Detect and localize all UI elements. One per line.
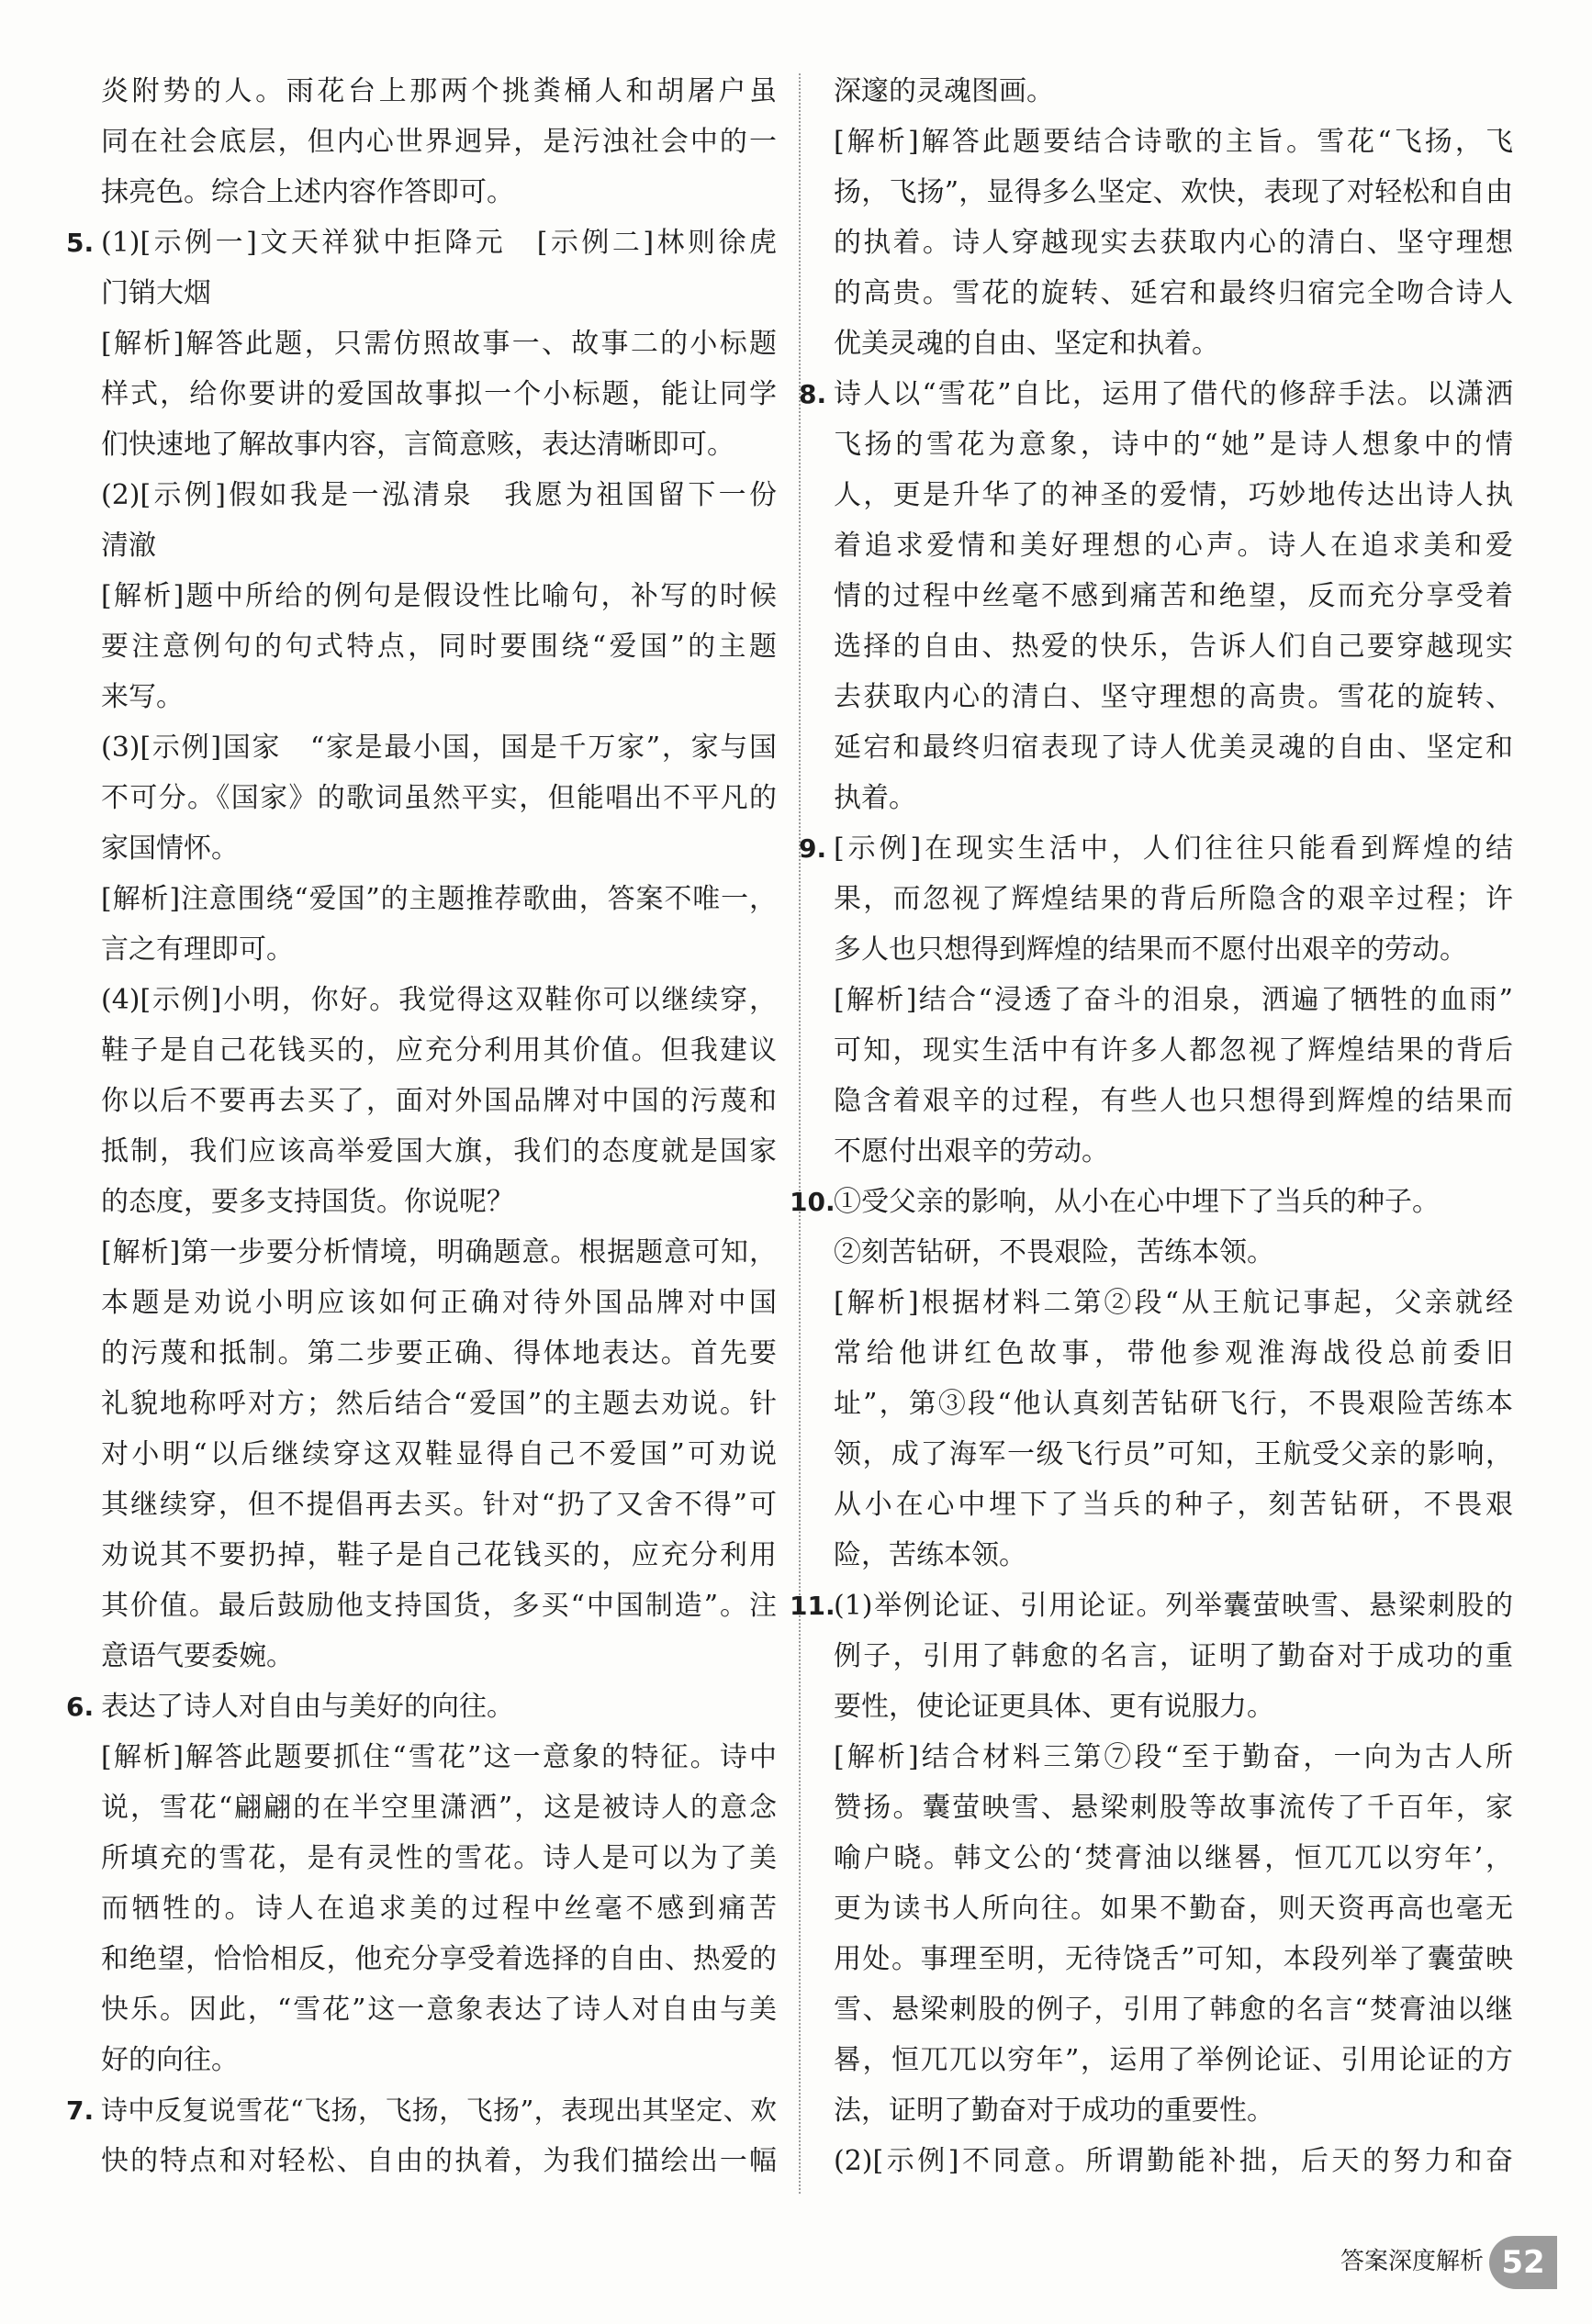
- text-line: [834, 1328, 1513, 1379]
- text-line: [101, 722, 777, 773]
- line-text: ①受父亲的影响，从小在心中埋下了当兵的种子。: [834, 1186, 1440, 1218]
- text-line: [834, 117, 1513, 167]
- text-line: [834, 1833, 1513, 1883]
- line-text: [解析]解答此题，只需仿照故事一、故事二的小标题: [101, 328, 777, 360]
- line-text: 延宕和最终归宿表现了诗人优美灵魂的自由、坚定和: [834, 732, 1513, 764]
- line-text: 要性，使论证更具体、更有说服力。: [834, 1691, 1274, 1723]
- line-text: 可知，现实生活中有许多人都忽视了辉煌结果的背后: [834, 1034, 1513, 1067]
- line-text: 你以后不要再去买了，面对外国品牌对中国的污蔑和: [101, 1085, 777, 1117]
- left-column: [66, 66, 777, 2186]
- text-line: [834, 1984, 1513, 2035]
- line-text: [解析]解答此题要抓住“雪花”这一意象的特征。诗中: [101, 1741, 777, 1773]
- line-text: 常给他讲红色故事，带他参观淮海战役总前委旧: [834, 1337, 1513, 1369]
- text-line: [834, 722, 1513, 773]
- text-line: [101, 975, 777, 1025]
- line-text: 意语气要委婉。: [101, 1640, 294, 1672]
- line-text: 情的过程中丝毫不感到痛苦和绝望，反而充分享受着: [834, 580, 1513, 612]
- question-number: 5.: [66, 228, 95, 258]
- text-line: [101, 2035, 777, 2085]
- line-text: 快乐。因此，“雪花”这一意象表达了诗人对自由与美: [101, 1994, 777, 2026]
- line-text: 隐含着艰辛的过程，有些人也只想得到辉煌的结果而: [834, 1085, 1513, 1117]
- text-line: [66, 1682, 777, 1732]
- line-text: 选择的自由、热爱的快乐，告诉人们自己要穿越现实: [834, 631, 1513, 663]
- line-text: 从小在心中埋下了当兵的种子，刻苦钻研，不畏艰: [834, 1489, 1513, 1521]
- line-text: (4)[示例]小明，你好。我觉得这双鞋你可以继续穿，: [101, 984, 777, 1016]
- line-text: 址”，第③段“他认真刻苦钻研飞行，不畏艰险苦练本: [834, 1388, 1513, 1420]
- line-text: 晷，恒兀兀以穷年”，运用了举例论证、引用论证的方: [834, 2044, 1513, 2076]
- question-number: 8.: [799, 379, 827, 409]
- line-text: 不愿付出艰辛的劳动。: [834, 1135, 1109, 1168]
- text-line: [101, 66, 777, 117]
- line-text: 用处。事理至明，无待饶舌”可知，本段列举了囊萤映: [834, 1943, 1513, 1975]
- text-line: [834, 66, 1513, 117]
- line-text: 去获取内心的清白、坚守理想的高贵。雪花的旋转、: [834, 681, 1513, 713]
- line-text: 险，苦练本领。: [834, 1539, 1026, 1571]
- line-text: [解析]注意围绕“爱国”的主题推荐歌曲，答案不唯一，: [101, 883, 777, 915]
- line-text: (3)[示例]国家 “家是最小国，国是千万家”，家与国: [101, 732, 777, 764]
- text-line: [101, 773, 777, 823]
- question-number: 10.: [790, 1187, 835, 1217]
- line-text: 其继续穿，但不提倡再去买。针对“扔了又舍不得”可: [101, 1489, 777, 1521]
- line-text: 飞扬的雪花为意象，诗中的“她”是诗人想象中的情: [834, 429, 1513, 461]
- text-line: [101, 1278, 777, 1328]
- text-line: [834, 1530, 1513, 1581]
- text-line: [101, 1782, 777, 1833]
- line-text: [解析]结合“浸透了奋斗的泪泉，洒遍了牺牲的血雨”: [834, 984, 1513, 1016]
- text-line: [101, 520, 777, 571]
- line-text: 诗中反复说雪花“飞扬，飞扬，飞扬”，表现出其坚定、欢: [101, 2095, 777, 2126]
- text-line: [101, 1833, 777, 1883]
- text-line: [101, 1934, 777, 1984]
- text-line: [834, 167, 1513, 218]
- line-text: 言之有理即可。: [101, 933, 294, 966]
- right-column: [790, 66, 1513, 2186]
- text-line: [834, 1379, 1513, 1429]
- text-line: [834, 621, 1513, 672]
- line-text: (2)[示例]不同意。所谓勤能补拙，后天的努力和奋: [834, 2145, 1513, 2177]
- text-line: [101, 1177, 777, 1227]
- text-line: [834, 1278, 1513, 1328]
- line-text: 的态度，要多支持国货。你说呢？: [101, 1186, 514, 1218]
- line-text: 来写。: [101, 681, 184, 713]
- line-text: 其价值。最后鼓励他支持国货，多买“中国制造”。注: [101, 1590, 777, 1622]
- line-text: ②刻苦钻研，不畏艰险，苦练本领。: [834, 1236, 1274, 1268]
- text-line: [834, 924, 1513, 975]
- text-line: [834, 470, 1513, 520]
- line-text: 法，证明了勤奋对于成功的重要性。: [834, 2095, 1274, 2127]
- text-line: [834, 1883, 1513, 1934]
- line-text: 快的特点和对轻松、自由的执着，为我们描绘出一幅: [101, 2145, 777, 2177]
- text-line: [101, 874, 777, 924]
- text-line: [834, 2085, 1513, 2136]
- text-line: [834, 1732, 1513, 1782]
- text-line: [834, 672, 1513, 722]
- text-line: [101, 571, 777, 621]
- line-text: 的执着。诗人穿越现实去获取内心的清白、坚守理想: [834, 227, 1513, 259]
- text-line: [834, 2035, 1513, 2085]
- text-line: [834, 1934, 1513, 1984]
- text-line: [834, 1782, 1513, 1833]
- page-number: 52: [1501, 2244, 1545, 2281]
- line-text: 们快速地了解故事内容，言简意赅，表达清晰即可。: [101, 429, 734, 461]
- text-line: [834, 520, 1513, 571]
- line-text: 礼貌地称呼对方；然后结合“爱国”的主题去劝说。针: [101, 1388, 777, 1420]
- line-text: 炎附势的人。雨花台上那两个挑粪桶人和胡屠户虽: [101, 75, 777, 107]
- text-line: [101, 924, 777, 975]
- line-text: 的高贵。雪花的旋转、延宕和最终归宿完全吻合诗人: [834, 277, 1513, 309]
- text-line: [101, 1732, 777, 1782]
- line-text: 喻户晓。韩文公的‘焚膏油以继晷，恒兀兀以穷年’，: [834, 1842, 1513, 1874]
- line-text: 深邃的灵魂图画。: [834, 75, 1054, 107]
- line-text: (1)举例论证、引用论证。列举囊萤映雪、悬梁刺股的: [834, 1590, 1513, 1622]
- line-text: 鞋子是自己花钱买的，应充分利用其价值。但我建议: [101, 1034, 777, 1067]
- text-line: [101, 1328, 777, 1379]
- question-number: 11.: [790, 1591, 835, 1621]
- line-text: 果，而忽视了辉煌结果的背后所隐含的艰辛过程；许: [834, 883, 1513, 915]
- line-text: 本题是劝说小明应该如何正确对待外国品牌对中国: [101, 1287, 777, 1319]
- text-line: [101, 1126, 777, 1177]
- line-text: 好的向往。: [101, 2044, 239, 2076]
- line-text: 和绝望，恰恰相反，他充分享受着选择的自由、热爱的: [101, 1943, 777, 1975]
- line-text: 优美灵魂的自由、坚定和执着。: [834, 328, 1219, 360]
- line-text: (1)[示例一]文天祥狱中拒降元 [示例二]林则徐虎: [101, 227, 777, 259]
- line-text: 表达了诗人对自由与美好的向往。: [101, 1691, 514, 1723]
- line-text: 雪、悬梁刺股的例子，引用了韩愈的名言“焚膏油以继: [834, 1994, 1513, 2026]
- text-line: [834, 1076, 1513, 1126]
- text-line: [834, 218, 1513, 268]
- text-line: [101, 1429, 777, 1480]
- line-text: 同在社会底层，但内心世界迥异，是污浊社会中的一: [101, 126, 777, 158]
- question-number: 7.: [66, 2095, 95, 2126]
- line-text: 门销大烟: [101, 277, 211, 309]
- line-text: (2)[示例]假如我是一泓清泉 我愿为祖国留下一份: [101, 479, 777, 511]
- line-text: [解析]题中所给的例句是假设性比喻句，补写的时候: [101, 580, 777, 612]
- text-line: [66, 2085, 777, 2136]
- text-line: [101, 268, 777, 318]
- text-line: [834, 318, 1513, 369]
- line-text: 赞扬。囊萤映雪、悬梁刺股等故事流传了千百年，家: [834, 1792, 1513, 1824]
- text-line: [101, 1631, 777, 1682]
- line-text: 着追求爱情和美好理想的心声。诗人在追求美和爱: [834, 530, 1513, 562]
- text-line: [834, 1631, 1513, 1682]
- text-line: [799, 823, 1513, 874]
- text-line: [66, 218, 777, 268]
- text-line: [101, 1883, 777, 1934]
- text-line: [834, 773, 1513, 823]
- line-text: 更为读书人所向往。如果不勤奋，则天资再高也毫无: [834, 1893, 1513, 1925]
- question-number: 6.: [66, 1692, 95, 1722]
- text-line: [790, 1581, 1513, 1631]
- line-text: 不可分。《国家》的歌词虽然平实，但能唱出不平凡的: [101, 782, 777, 814]
- text-line: [834, 419, 1513, 470]
- text-line: [101, 167, 777, 218]
- text-line: [101, 1984, 777, 2035]
- text-line: [101, 419, 777, 470]
- text-line: [834, 975, 1513, 1025]
- line-text: 执着。: [834, 782, 916, 814]
- text-line: [834, 2136, 1513, 2186]
- line-text: 所填充的雪花，是有灵性的雪花。诗人是可以为了美: [101, 1842, 777, 1874]
- text-line: [101, 1581, 777, 1631]
- line-text: 而牺牲的。诗人在追求美的过程中丝毫不感到痛苦: [101, 1893, 777, 1925]
- line-text: 例子，引用了韩愈的名言，证明了勤奋对于成功的重: [834, 1640, 1513, 1672]
- text-line: [834, 874, 1513, 924]
- text-line: [101, 1379, 777, 1429]
- text-line: [834, 1682, 1513, 1732]
- text-line: [101, 1076, 777, 1126]
- line-text: [解析]解答此题要结合诗歌的主旨。雪花“飞扬，飞: [834, 126, 1513, 158]
- line-text: 家国情怀。: [101, 832, 239, 865]
- text-line: [101, 117, 777, 167]
- line-text: [解析]结合材料三第⑦段“至于勤奋，一向为古人所: [834, 1741, 1513, 1773]
- line-text: 要注意例句的句式特点，同时要围绕“爱国”的主题: [101, 631, 777, 663]
- text-line: [101, 369, 777, 419]
- line-text: 抵制，我们应该高举爱国大旗，我们的态度就是国家: [101, 1135, 777, 1168]
- text-line: [834, 1126, 1513, 1177]
- text-line: [834, 1227, 1513, 1278]
- text-line: [101, 672, 777, 722]
- question-number: 9.: [799, 833, 827, 864]
- text-line: [834, 1429, 1513, 1480]
- line-text: 扬，飞扬”，显得多么坚定、欢快，表现了对轻松和自由: [834, 176, 1513, 208]
- text-line: [101, 1025, 777, 1076]
- line-text: 说，雪花“翩翩的在半空里潇洒”，这是被诗人的意念: [101, 1792, 777, 1824]
- line-text: 劝说其不要扔掉，鞋子是自己花钱买的，应充分利用: [101, 1539, 777, 1571]
- page-number-badge: [1489, 2236, 1557, 2289]
- text-line: [834, 268, 1513, 318]
- text-line: [101, 2136, 777, 2186]
- line-text: 的污蔑和抵制。第二步要正确、得体地表达。首先要: [101, 1337, 777, 1369]
- line-text: [示例]在现实生活中，人们往往只能看到辉煌的结: [834, 832, 1513, 865]
- footer-label: 答案深度解析: [1340, 2248, 1484, 2275]
- text-line: [101, 1530, 777, 1581]
- text-line: [101, 1480, 777, 1530]
- text-line: [834, 571, 1513, 621]
- line-text: 样式，给你要讲的爱国故事拟一个小标题，能让同学: [101, 378, 777, 410]
- line-text: 人，更是升华了的神圣的爱情，巧妙地传达出诗人执: [834, 479, 1513, 511]
- line-text: 抹亮色。综合上述内容作答即可。: [101, 176, 514, 208]
- line-text: [解析]第一步要分析情境，明确题意。根据题意可知，: [101, 1236, 777, 1268]
- text-line: [101, 470, 777, 520]
- text-line: [799, 369, 1513, 419]
- line-text: 对小明“以后继续穿这双鞋显得自己不爱国”可劝说: [101, 1438, 777, 1470]
- line-text: 多人也只想得到辉煌的结果而不愿付出艰辛的劳动。: [834, 933, 1467, 966]
- line-text: [解析]根据材料二第②段“从王航记事起，父亲就经: [834, 1287, 1513, 1319]
- line-text: 清澈: [101, 530, 156, 562]
- line-text: 领，成了海军一级飞行员”可知，王航受父亲的影响，: [834, 1438, 1513, 1470]
- text-line: [101, 621, 777, 672]
- text-line: [101, 318, 777, 369]
- text-line: [790, 1177, 1513, 1227]
- text-line: [101, 823, 777, 874]
- text-line: [101, 1227, 777, 1278]
- text-line: [834, 1480, 1513, 1530]
- line-text: 诗人以“雪花”自比，运用了借代的修辞手法。以潇洒: [834, 378, 1513, 410]
- text-line: [834, 1025, 1513, 1076]
